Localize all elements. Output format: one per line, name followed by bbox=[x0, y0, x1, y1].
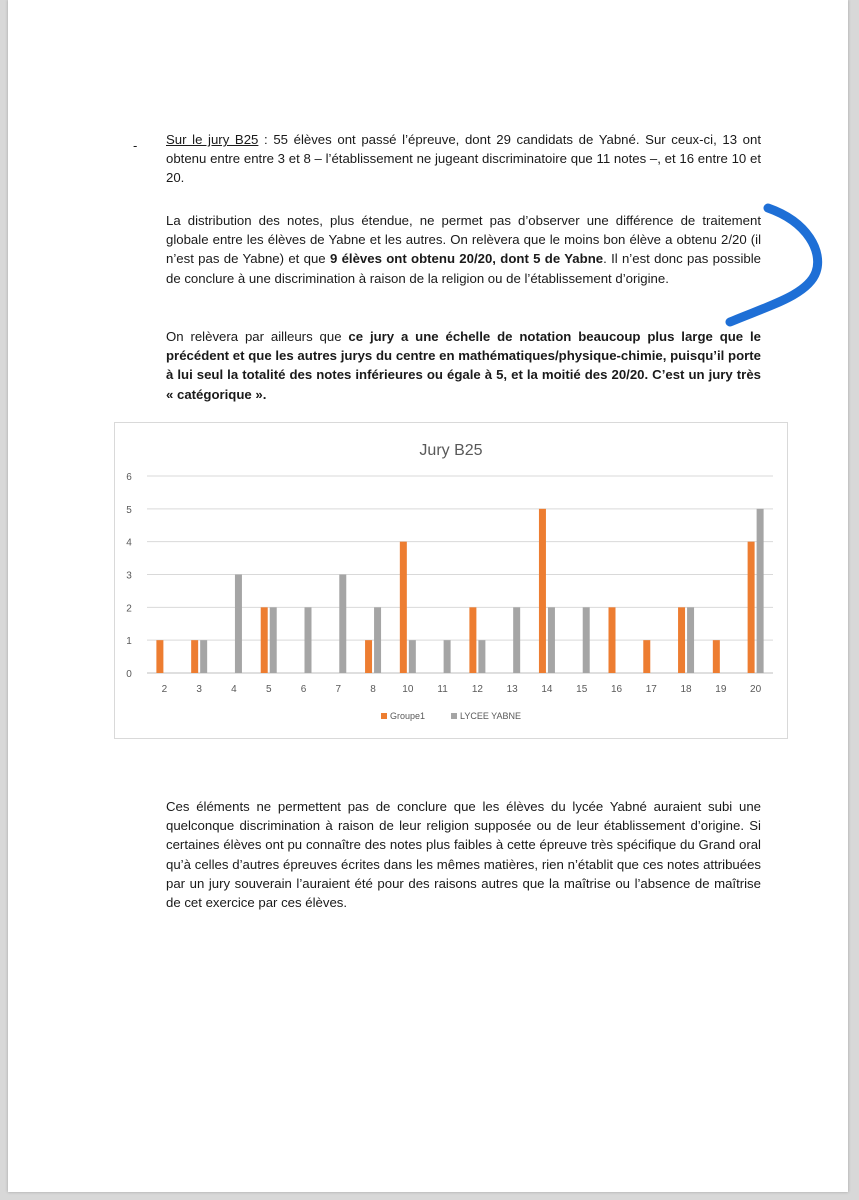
bar-groupe1-8 bbox=[365, 640, 372, 673]
bar-chart bbox=[115, 423, 787, 738]
y-tick-label: 1 bbox=[126, 636, 132, 648]
paragraph-text: : 55 élèves ont passé l’épreuve, dont 29 candidats de Yabné. Sur ceux-ci, 13 ont obtenu entre entre 3 et 8 – l’établissement ne jugeant discriminatoire que 11 notes –, et 16 entre 10 et 20. bbox=[166, 132, 761, 186]
jury-heading: Sur le jury B25 bbox=[166, 132, 259, 147]
bar-lycee-yabne-7 bbox=[339, 575, 346, 674]
x-tick-label: 13 bbox=[506, 684, 518, 695]
bar-groupe1-10 bbox=[400, 542, 407, 673]
bold-highlight: 9 élèves ont obtenu 20/20, dont 5 de Yabne bbox=[329, 251, 604, 267]
y-tick-label: 4 bbox=[126, 537, 132, 549]
legend-swatch bbox=[381, 713, 387, 719]
y-tick-label: 3 bbox=[126, 570, 132, 582]
x-tick-label: 20 bbox=[750, 684, 762, 695]
x-tick-label: 5 bbox=[265, 684, 272, 695]
chart-title: Jury B25 bbox=[419, 442, 483, 459]
x-tick-label: 8 bbox=[370, 684, 376, 695]
list-bullet: - bbox=[133, 138, 138, 153]
bar-lycee-yabne-6 bbox=[305, 607, 312, 673]
bar-groupe1-16 bbox=[609, 607, 616, 673]
bar-groupe1-14 bbox=[539, 509, 546, 673]
x-tick-label: 14 bbox=[541, 684, 553, 695]
chart-jury-b25 bbox=[114, 422, 788, 739]
bold-highlight: ce jury a une échelle de notation beaucoup plus large que le précédent et que les autres jurys du centre en mathématiques/physique-chimie, puisqu’il porte à lui seul la totalité des notes inférieures ou égale à 5, et la moitié des 20/20. C’est un jury très « catégorique ». bbox=[166, 329, 761, 402]
y-tick-label: 0 bbox=[126, 669, 132, 680]
x-tick-label: 3 bbox=[196, 684, 202, 695]
x-tick-label: 17 bbox=[645, 684, 657, 695]
bar-lycee-yabne-4 bbox=[235, 575, 242, 674]
bar-groupe1-18 bbox=[678, 607, 685, 673]
x-tick-label: 19 bbox=[715, 684, 727, 695]
bar-groupe1-12 bbox=[469, 607, 476, 673]
x-tick-label: 16 bbox=[610, 684, 623, 695]
legend-swatch bbox=[451, 713, 457, 719]
x-tick-label: 18 bbox=[680, 684, 692, 695]
paragraph-conclusion: Ces éléments ne permettent pas de conclure que les élèves du lycée Yabné auraient subi une quelconque discrimination à raison de leur religion supposée ou de leur établissement d’origine. Si certaines élèves ont pu connaître des notes plus faibles à cette épreuve très spécifique du Grand oral qu’à celles d’autres épreuves écrites dans les mêmes matières, rien n’établit que ces notes attribuées par un jury souverain l’auraient été pour des raisons autres que la maîtrise ou l’absence de maîtrise de cet exercice par ces élèves. bbox=[166, 799, 761, 911]
bar-lycee-yabne-10 bbox=[409, 640, 416, 673]
bar-groupe1-5 bbox=[261, 607, 268, 673]
x-tick-label: 15 bbox=[576, 684, 588, 695]
hand-drawn-bracket bbox=[8, 0, 848, 400]
bar-groupe1-17 bbox=[643, 640, 650, 673]
bar-lycee-yabne-8 bbox=[374, 607, 381, 673]
bracket-stroke bbox=[730, 208, 818, 322]
bar-lycee-yabne-11 bbox=[444, 640, 451, 673]
x-tick-label: 10 bbox=[402, 684, 414, 695]
bar-groupe1-20 bbox=[748, 542, 755, 673]
x-tick-label: 2 bbox=[161, 684, 168, 695]
bar-lycee-yabne-13 bbox=[513, 607, 520, 673]
document-page bbox=[8, 0, 848, 1192]
bar-lycee-yabne-5 bbox=[270, 607, 277, 673]
legend-label: LYCEE YABNE bbox=[460, 711, 522, 721]
y-tick-label: 5 bbox=[126, 504, 132, 516]
bar-groupe1-2 bbox=[156, 640, 163, 673]
bar-groupe1-19 bbox=[713, 640, 720, 673]
bar-lycee-yabne-15 bbox=[583, 607, 590, 673]
x-tick-label: 12 bbox=[471, 684, 483, 695]
bar-lycee-yabne-18 bbox=[687, 607, 694, 673]
x-tick-label: 4 bbox=[231, 684, 237, 695]
y-tick-label: 2 bbox=[126, 603, 132, 615]
bar-groupe1-3 bbox=[191, 640, 198, 673]
x-tick-label: 6 bbox=[300, 684, 307, 695]
x-tick-label: 7 bbox=[335, 684, 342, 695]
x-tick-label: 11 bbox=[437, 684, 448, 695]
y-tick-label: 6 bbox=[126, 472, 132, 483]
bar-lycee-yabne-14 bbox=[548, 607, 555, 673]
bar-lycee-yabne-20 bbox=[757, 509, 764, 673]
legend-label: Groupe1 bbox=[390, 711, 426, 721]
paragraph-distribution: La distribution des notes, plus étendue, ne permet pas d’observer une différence de traitement globale entre les élèves de Yabne et les autres. On relèvera que le moins bon élève a obtenu 2/20 (il n’est pas de Yabne) et que 9 élèves ont obtenu 20/20, dont 5 de Yabne. Il n’est donc pas possible de conclure à une discrimination à raison de la religion ou de l’établissement d’origine. bbox=[166, 213, 761, 286]
bar-lycee-yabne-12 bbox=[478, 640, 485, 673]
paragraph-echelle: On relèvera par ailleurs que ce jury a une échelle de notation beaucoup plus large que le précédent et que les autres jurys du centre en mathématiques/physique-chimie, puisqu’il porte à lui seul la totalité des notes inférieures ou égale à 5, et la moitié des 20/20. C’est un jury très « catégorique ». bbox=[166, 329, 761, 402]
bar-lycee-yabne-3 bbox=[200, 640, 207, 673]
